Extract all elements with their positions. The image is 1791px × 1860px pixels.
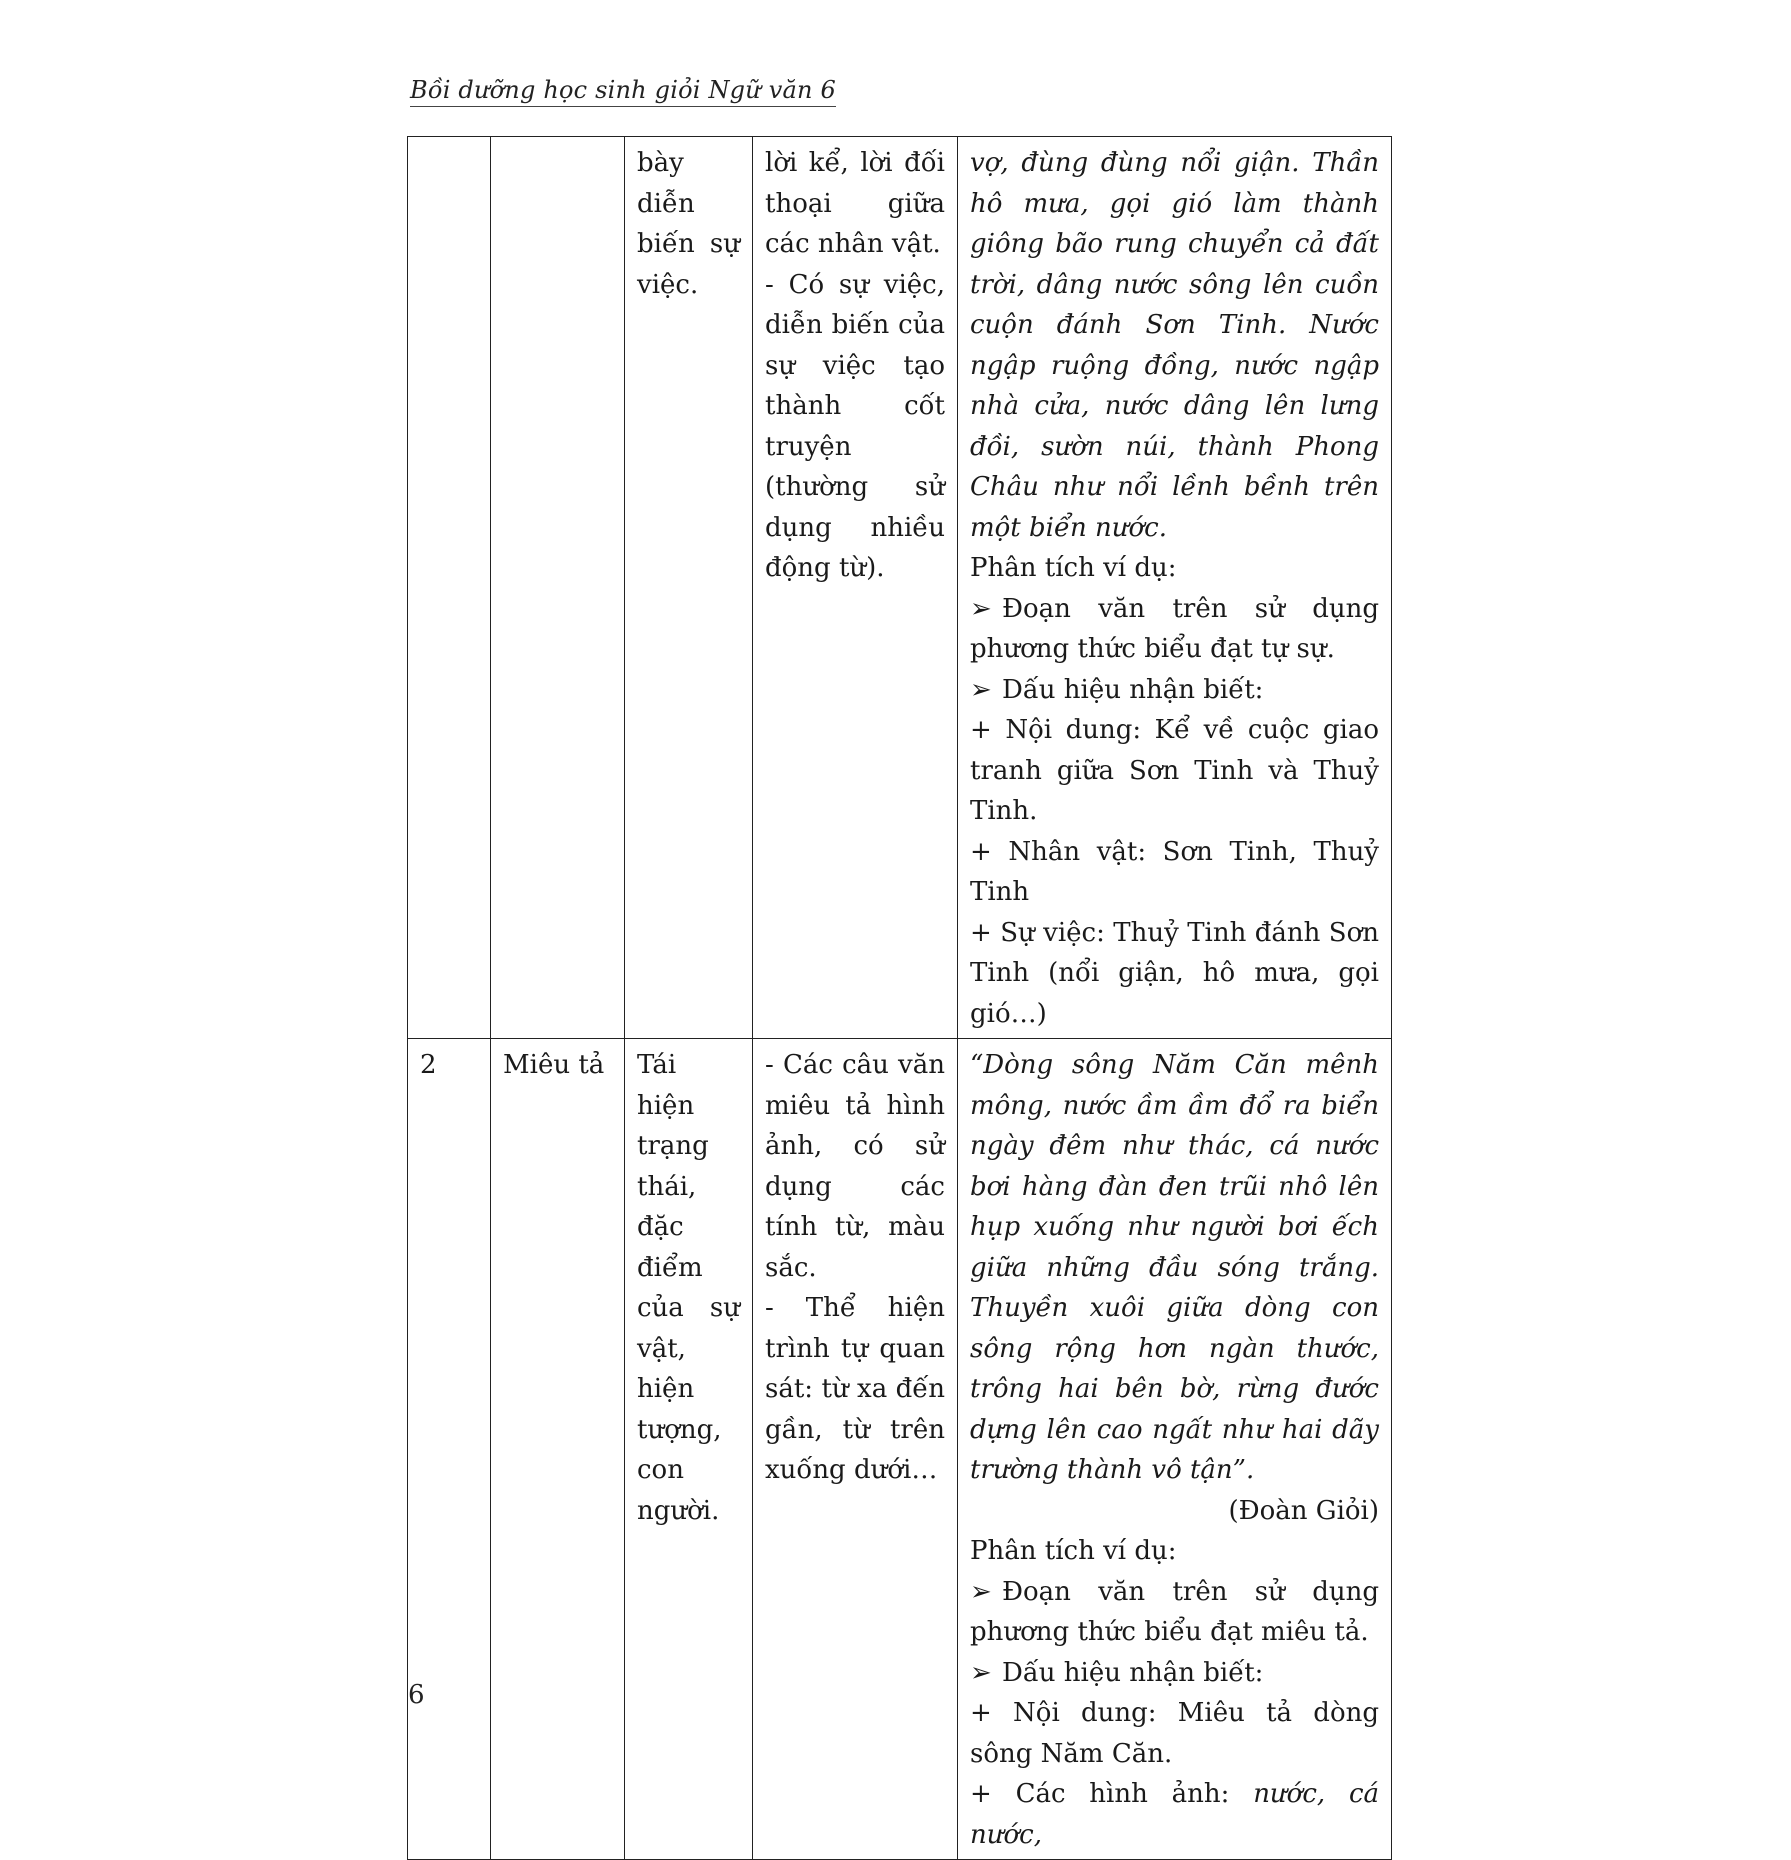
stt-cell: [408, 137, 491, 1039]
purpose-cell: Tái hiện trạng thái, đặc điểm của sự vật, hiện tượng, con người.: [625, 1039, 753, 1860]
arrow-point: ➢ Đoạn văn trên sử dụng phương thức biểu đạt tự sự.: [970, 589, 1379, 670]
example-source: (Đoàn Giỏi): [1228, 1495, 1379, 1526]
stt-cell: 2: [408, 1039, 491, 1860]
arrow-point: ➢ Dấu hiệu nhận biết:: [970, 670, 1379, 711]
content-table: [407, 136, 1392, 1860]
arrow-bullet-icon: ➢: [970, 674, 992, 705]
sign-line: lời kể, lời đối thoại giữa các nhân vật.: [765, 148, 945, 259]
plus-point: + Nội dung: Miêu tả dòng sông Năm Căn.: [970, 1698, 1379, 1769]
sign-line: - Thể hiện trình tự quan sát: từ xa đến gần, từ trên xuống dưới…: [765, 1293, 945, 1485]
method-cell: [491, 137, 625, 1039]
running-header: Bồi dưỡng học sinh giỏi Ngữ văn 6: [410, 76, 836, 107]
example-quote: vợ, đùng đùng nổi giận. Thần hô mưa, gọi gió làm thành giông bão rung chuyển cả đất trời, dâng nước sông lên cuồn cuộn đánh Sơn Tinh. Nước ngập ruộng đồng, nước ngập nhà cửa, nước dâng lên lưng đồi, sườn núi, thành Phong Châu như nổi lềnh bềnh trên một biển nước.: [970, 148, 1379, 543]
plus-point: + Nhân vật: Sơn Tinh, Thuỷ Tinh: [970, 836, 1379, 907]
table-row: [408, 1039, 1392, 1860]
arrow-bullet-icon: ➢: [970, 1576, 992, 1607]
arrow-bullet-icon: ➢: [970, 593, 992, 624]
example-cell: [958, 1039, 1392, 1860]
page-number: 6: [408, 1680, 425, 1710]
plus-point: + Nội dung: Kể về cuộc giao tranh giữa Sơn Tinh và Thuỷ Tinh.: [970, 715, 1379, 826]
analysis-title: Phân tích ví dụ:: [970, 553, 1177, 583]
arrow-bullet-icon: ➢: [970, 1657, 992, 1688]
table-row: [408, 137, 1392, 1039]
signs-cell: [753, 1039, 958, 1860]
analysis-title: Phân tích ví dụ:: [970, 1536, 1177, 1566]
sign-line: - Có sự việc, diễn biến của sự việc tạo thành cốt truyện (thường sử dụng nhiều động từ).: [765, 269, 945, 583]
purpose-cell: bày diễn biến sự việc.: [625, 137, 753, 1039]
sign-line: - Các câu văn miêu tả hình ảnh, có sử dụng các tính từ, màu sắc.: [765, 1050, 945, 1283]
signs-cell: [753, 137, 958, 1039]
method-cell: Miêu tả: [491, 1039, 625, 1860]
plus-point: + Sự việc: Thuỷ Tinh đánh Sơn Tinh (nổi giận, hô mưa, gọi gió…): [970, 917, 1379, 1029]
example-cell: [958, 137, 1392, 1039]
example-quote: “Dòng sông Năm Căn mênh mông, nước ầm ầm đổ ra biển ngày đêm như thác, cá nước bơi hàng đàn đen trũi nhô lên hụp xuống như người bơi ếch giữa những đầu sóng trắng. Thuyền xuôi giữa dòng con sông rộng hơn ngàn thước, trông hai bên bờ, rừng đước dựng lên cao ngất như hai dãy trường thành vô tận”.: [970, 1050, 1379, 1485]
plus-point-images: + Các hình ảnh: nước, cá nước,: [970, 1779, 1380, 1850]
arrow-point: ➢ Dấu hiệu nhận biết:: [970, 1653, 1379, 1694]
arrow-point: ➢ Đoạn văn trên sử dụng phương thức biểu đạt miêu tả.: [970, 1572, 1379, 1653]
